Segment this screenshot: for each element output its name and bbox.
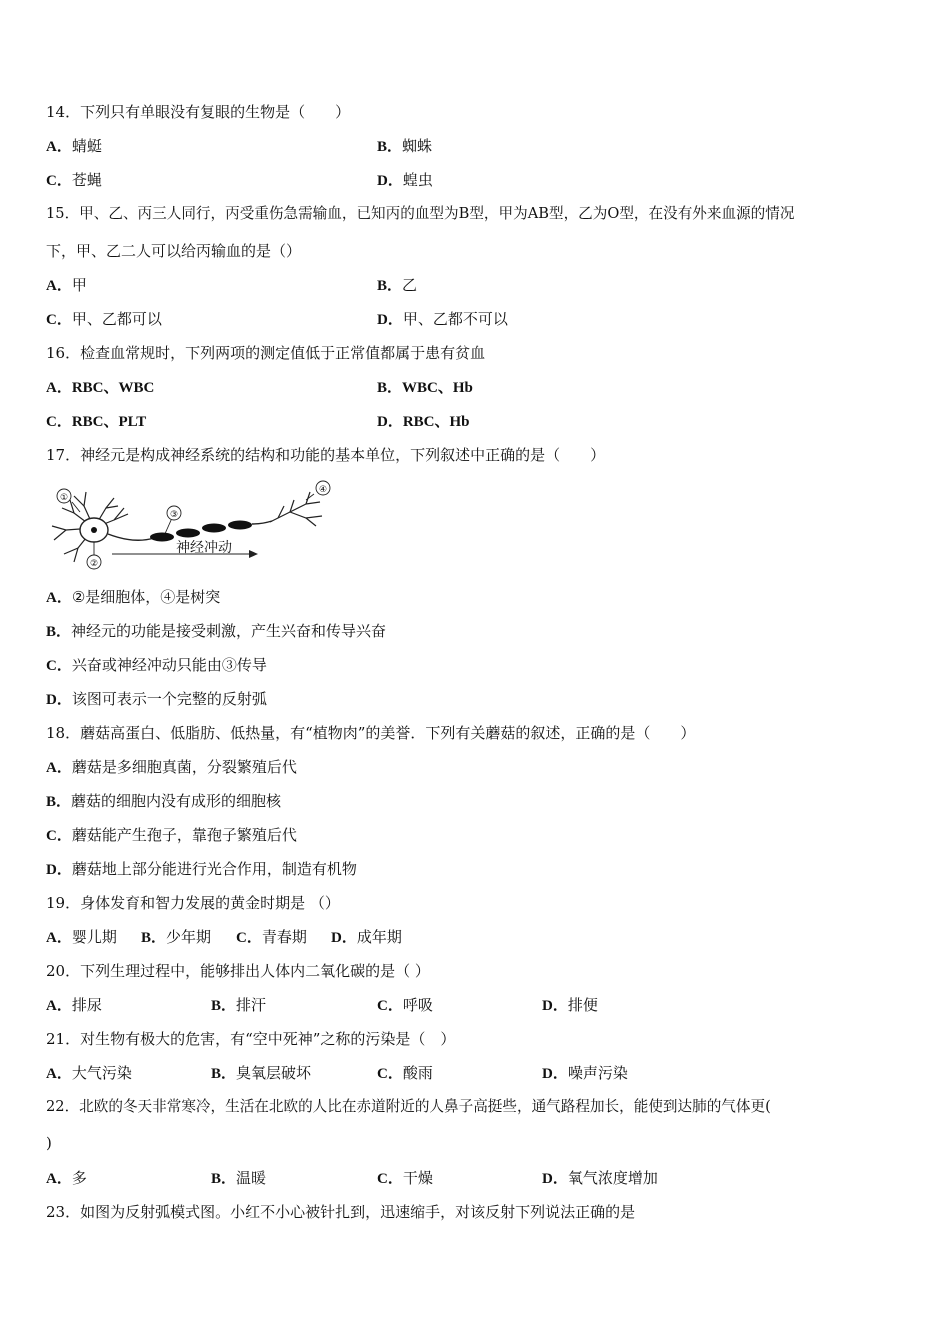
option-c[interactable]: C．苍蝇 [46,171,102,189]
option-b[interactable]: B．乙 [377,276,418,294]
option-b[interactable]: B．蜘蛛 [377,137,433,155]
question-text: 下，甲、乙二人可以给丙输血的是（） [46,242,302,260]
question-17 [46,445,605,465]
question-text: 下列只有单眼没有复眼的生物是（ ） [80,103,351,121]
option-d[interactable]: D．蘑菇地上部分能进行光合作用，制造有机物 [46,860,357,878]
myelin-sheath [150,521,252,542]
option-a[interactable]: A．蜻蜓 [46,137,102,155]
option-b[interactable]: B．臭氧层破坏 [211,1064,312,1082]
option-b[interactable]: B．排汗 [211,996,267,1014]
question-15 [46,204,794,224]
option-d[interactable]: D．氧气浓度增加 [542,1169,658,1187]
question-number: 18． [46,724,81,742]
question-number: 19． [46,894,81,912]
question-number: 20． [46,962,81,980]
label-2: ② [89,559,99,569]
question-19 [46,893,340,913]
question-number: 22． [46,1098,80,1115]
question-text: 身体发育和智力发展的黄金时期是 （） [80,894,340,912]
question-text: 对生物有极大的危害，有“空中死神”之称的污染是（ ） [80,1030,456,1048]
question-text: 北欧的冬天非常寒冷，生活在北欧的人比在赤道附近的人鼻子高挺些，通气路程加长，能使到达肺的气体更( [79,1098,771,1115]
question-number: 21． [46,1030,81,1048]
question-text: 检查血常规时，下列两项的测定值低于正常值都属于患有贫血 [80,344,486,362]
neuron-diagram [44,478,344,574]
option-a[interactable]: A．蘑菇是多细胞真菌，分裂繁殖后代 [46,758,297,776]
option-d[interactable]: D．成年期 [331,928,402,946]
question-number: 14． [46,103,81,121]
option-b[interactable]: B．神经元的功能是接受刺激，产生兴奋和传导兴奋 [46,622,387,640]
question-20 [46,961,430,981]
question-22-cont [46,1133,52,1153]
nucleus [91,527,97,533]
question-16 [46,343,485,363]
question-text: ) [46,1134,52,1152]
option-d[interactable]: D．甲、乙都不可以 [377,310,508,328]
option-a[interactable]: A．排尿 [46,996,102,1014]
option-a[interactable]: A．甲 [46,276,87,294]
option-b[interactable]: B．少年期 [141,928,212,946]
option-d[interactable]: D．排便 [542,996,598,1014]
question-22 [46,1097,771,1117]
question-text: 蘑菇高蛋白、低脂肪、低热量，有“植物肉”的美誉．下列有关蘑菇的叙述，正确的是（ ） [80,724,696,742]
question-number: 15． [46,205,80,222]
option-c[interactable]: C．干燥 [377,1169,433,1187]
option-a[interactable]: A．②是细胞体，④是树突 [46,588,221,606]
option-c[interactable]: C．甲、乙都可以 [46,310,162,328]
question-number: 16． [46,344,81,362]
question-23 [46,1202,635,1222]
figure-caption: 神经冲动 [176,540,232,556]
question-text: 如图为反射弧模式图。小红不小心被针扎到，迅速缩手，对该反射下列说法正确的是 [80,1203,636,1221]
question-18 [46,723,695,743]
option-d[interactable]: D．蝗虫 [377,171,433,189]
question-15-cont [46,241,301,261]
question-text: 下列生理过程中，能够排出人体内二氧化碳的是（ ） [80,962,430,980]
option-c[interactable]: C．RBC、PLT [46,414,147,430]
question-text: 甲、乙、丙三人同行，丙受重伤急需输血，已知丙的血型为B型，甲为AB型，乙为O型，在没有外来血源的情况 [79,205,795,222]
option-c[interactable]: C．兴奋或神经冲动只能由③传导 [46,656,267,674]
label-1: ① [59,493,69,503]
option-d[interactable]: D．该图可表示一个完整的反射弧 [46,690,267,708]
option-a[interactable]: A．婴儿期 [46,928,117,946]
question-21 [46,1029,455,1049]
option-a[interactable]: A．多 [46,1169,87,1187]
option-a[interactable]: A．大气污染 [46,1064,132,1082]
option-b[interactable]: B．WBC、Hb [377,380,473,396]
option-c[interactable]: C．呼吸 [377,996,433,1014]
option-d[interactable]: D．噪声污染 [542,1064,628,1082]
option-b[interactable]: B．蘑菇的细胞内没有成形的细胞核 [46,792,282,810]
option-c[interactable]: C．蘑菇能产生孢子，靠孢子繁殖后代 [46,826,297,844]
question-14 [46,102,350,122]
question-number: 17． [46,446,81,464]
option-a[interactable]: A．RBC、WBC [46,380,155,396]
option-c[interactable]: C．青春期 [236,928,307,946]
option-d[interactable]: D．RBC、Hb [377,414,470,430]
label-4: ④ [318,485,328,495]
option-c[interactable]: C．酸雨 [377,1064,433,1082]
question-text: 神经元是构成神经系统的结构和功能的基本单位，下列叙述中正确的是（ ） [80,446,606,464]
option-b[interactable]: B．温暖 [211,1169,267,1187]
question-number: 23． [46,1203,81,1221]
label-3: ③ [169,510,179,520]
